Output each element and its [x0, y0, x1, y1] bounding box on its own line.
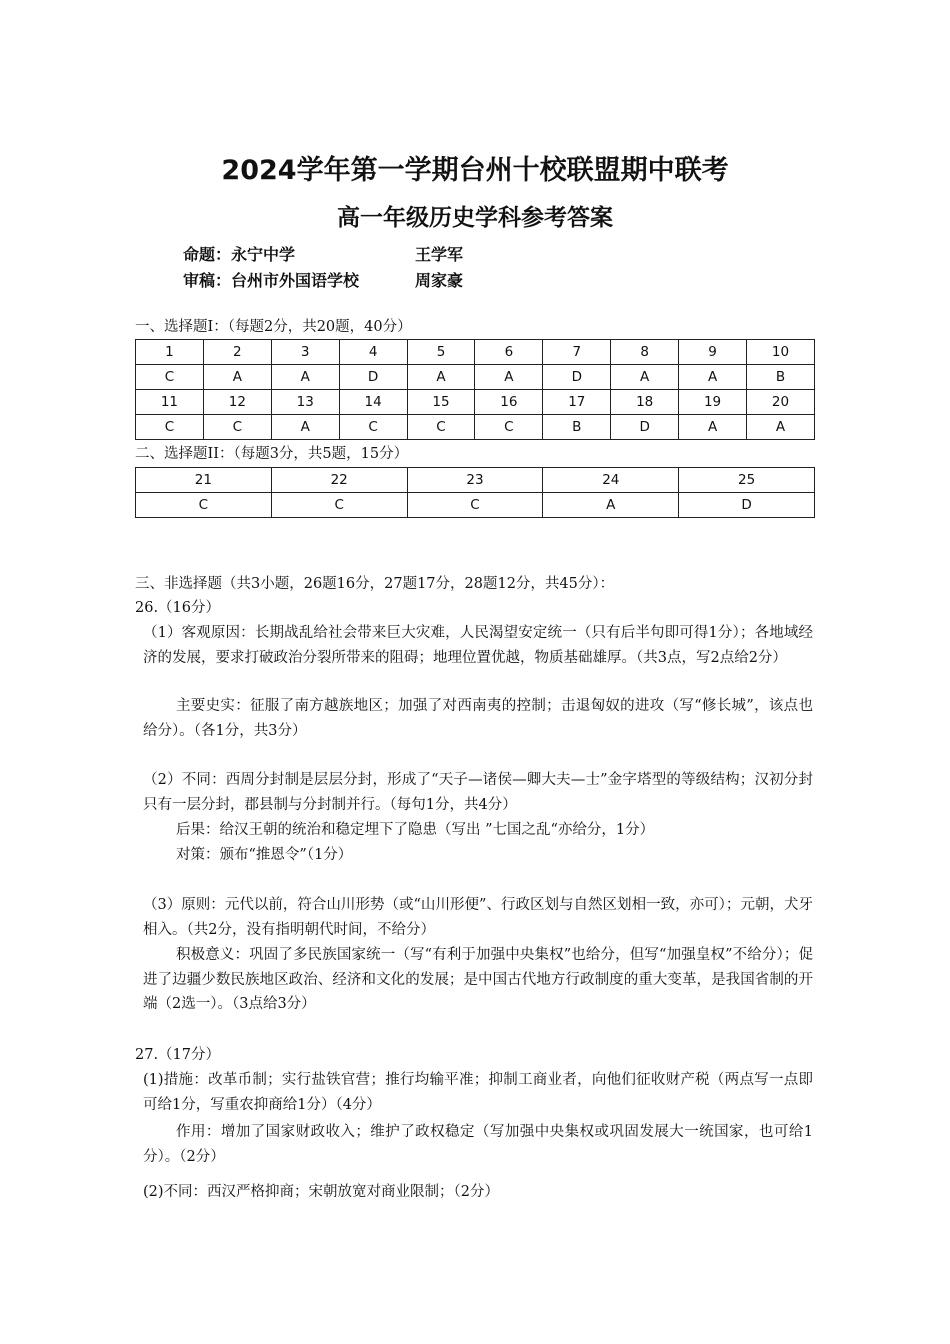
author-line	[183, 242, 463, 265]
question-number-cell: 18	[611, 390, 679, 415]
reviewer-label: 审稿：台州市外国语学校	[183, 271, 360, 290]
answer-cell: A	[475, 365, 543, 390]
answer-cell: C	[271, 493, 407, 518]
q27-part1: (1)措施：改革币制；实行盐铁官营；推行均输平准；抑制工商业者，向他们征收财产税（两点写一点即可给1分，写重农抑商给1分）（4分）	[143, 1072, 813, 1113]
answer-cell: D	[339, 365, 407, 390]
question-number-cell: 17	[543, 390, 611, 415]
question-number-cell: 6	[475, 340, 543, 365]
q26-part3: （3）原则：元代以前，符合山川形势（或“山川形便”、行政区划与自然区划相一致，亦可）；元朝，犬牙相入。（共2分，没有指明朝代时间，不给分）	[143, 897, 813, 938]
question-number-row	[136, 390, 815, 415]
question-number-cell: 16	[475, 390, 543, 415]
document-subtitle: 高一年级历史学科参考答案	[337, 205, 613, 231]
question-number-cell: 15	[407, 390, 475, 415]
question-number-cell: 23	[407, 468, 543, 493]
q26-part2-policy: 对策：颁布“推恩令”（1分）	[176, 847, 353, 863]
q26-part2-consequence: 后果：给汉王朝的统治和稳定埋下了隐患（写出 ”七国之乱“亦给分，1分）	[176, 822, 655, 838]
question-number-cell: 7	[543, 340, 611, 365]
answer-cell: B	[747, 365, 815, 390]
answer-cell: A	[271, 415, 339, 440]
answer-cell: D	[611, 415, 679, 440]
answer-cell: C	[136, 415, 204, 440]
question-number-cell: 10	[747, 340, 815, 365]
section1-heading: 一、选择题I：（每题2分，共20题，40分）	[135, 319, 412, 335]
answer-row	[136, 415, 815, 440]
answer-cell: C	[136, 365, 204, 390]
question-number-cell: 14	[339, 390, 407, 415]
question-number-cell: 4	[339, 340, 407, 365]
question-number-cell: 1	[136, 340, 204, 365]
question-number-cell: 8	[611, 340, 679, 365]
answer-row	[136, 493, 815, 518]
answer-row	[136, 365, 815, 390]
answer-cell: A	[271, 365, 339, 390]
answer-cell: B	[543, 415, 611, 440]
answer-table-2	[135, 467, 815, 518]
answer-cell: C	[475, 415, 543, 440]
q26-part3-significance: 积极意义：巩固了多民族国家统一（写“有利于加强中央集权”也给分，但写“加强皇权”不给分）；促进了边疆少数民族地区政治、经济和文化的发展；是中国古代地方行政制度的重大变革，是我国省制的开端（2选一）。（3点给3分）	[143, 947, 813, 1012]
question-number-row	[136, 468, 815, 493]
document-title: 2024学年第一学期台州十校联盟期中联考	[221, 155, 729, 186]
q26-part1: （1）客观原因：长期战乱给社会带来巨大灾难，人民渴望安定统一（只有后半句即可得1分）；各地域经济的发展，要求打破政治分裂所带来的阻碍；地理位置优越，物质基础雄厚。（共3点，写2点给2分）	[143, 625, 813, 666]
question-number-cell: 2	[203, 340, 271, 365]
q27-title: 27.（17分）	[135, 1047, 221, 1063]
answer-cell: C	[203, 415, 271, 440]
answer-cell: C	[339, 415, 407, 440]
reviewer-name: 周家豪	[415, 271, 464, 290]
answer-cell: A	[203, 365, 271, 390]
q26-title: 26.（16分）	[135, 600, 221, 616]
answer-cell: A	[611, 365, 679, 390]
answer-table-1	[135, 339, 815, 440]
question-number-cell: 25	[679, 468, 815, 493]
question-number-cell: 12	[203, 390, 271, 415]
answer-cell: D	[543, 365, 611, 390]
q27-part2: (2)不同：西汉严格抑商；宋朝放宽对商业限制；（2分）	[143, 1184, 500, 1200]
reviewer-line	[183, 268, 463, 291]
answer-cell: A	[543, 493, 679, 518]
question-number-cell: 13	[271, 390, 339, 415]
answer-cell: A	[747, 415, 815, 440]
question-number-cell: 3	[271, 340, 339, 365]
q26-part1-facts: 主要史实：征服了南方越族地区；加强了对西南夷的控制；击退匈奴的进攻（写“修长城”，该点也给分）。（各1分，共3分）	[143, 698, 813, 739]
question-number-cell: 24	[543, 468, 679, 493]
section3-heading: 三、非选择题（共3小题，26题16分，27题17分，28题12分，共45分）：	[135, 576, 615, 592]
author-label: 命题：永宁中学	[183, 245, 296, 264]
section2-heading: 二、选择题II：（每题3分，共5题，15分）	[135, 446, 409, 462]
answer-cell: D	[679, 493, 815, 518]
question-number-cell: 20	[747, 390, 815, 415]
question-number-row	[136, 340, 815, 365]
answer-cell: C	[407, 415, 475, 440]
question-number-cell: 21	[136, 468, 272, 493]
question-number-cell: 11	[136, 390, 204, 415]
q26-part2: （2）不同：西周分封制是层层分封，形成了“天子—诸侯—卿大夫—士”金字塔型的等级结构；汉初分封只有一层分封，郡县制与分封制并行。（每句1分，共4分）	[143, 772, 813, 813]
question-number-cell: 22	[271, 468, 407, 493]
question-number-cell: 5	[407, 340, 475, 365]
q27-part1-effect: 作用：增加了国家财政收入；维护了政权稳定（写加强中央集权或巩固发展大一统国家，也可给1分）。（2分）	[143, 1124, 813, 1165]
answer-cell: A	[679, 365, 747, 390]
answer-cell: A	[679, 415, 747, 440]
answer-cell: C	[136, 493, 272, 518]
author-name: 王学军	[415, 245, 464, 264]
question-number-cell: 9	[679, 340, 747, 365]
question-number-cell: 19	[679, 390, 747, 415]
answer-cell: C	[407, 493, 543, 518]
answer-cell: A	[407, 365, 475, 390]
